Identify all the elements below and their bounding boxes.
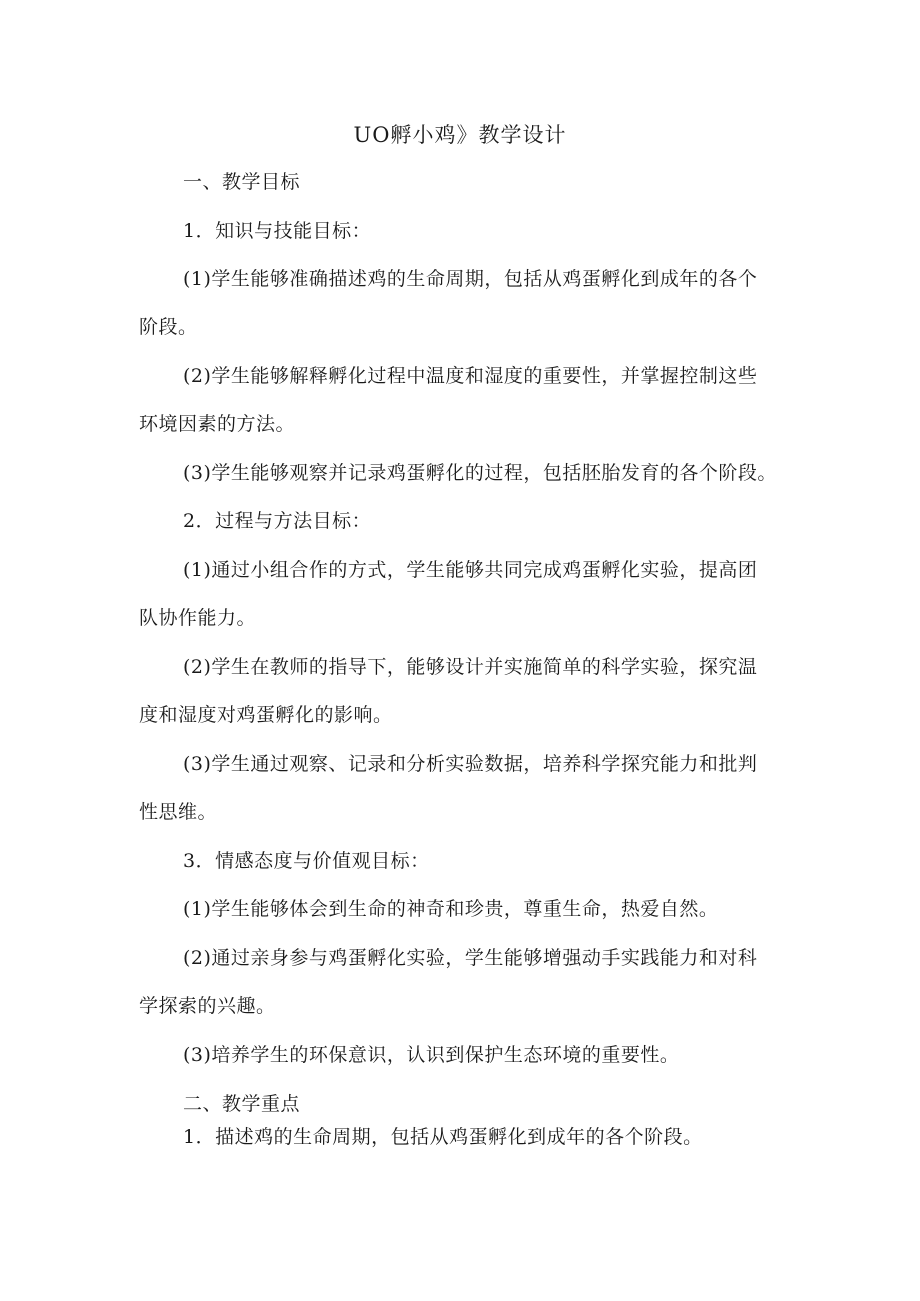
paragraph-line: (1)学生能够准确描述鸡的生命周期，包括从鸡蛋孵化到成年的各个 xyxy=(183,268,758,290)
paragraph-line: (1)通过小组合作的方式，学生能够共同完成鸡蛋孵化实验，提高团 xyxy=(183,559,758,581)
paragraph-line: (3)培养学生的环保意识，认识到保护生态环境的重要性。 xyxy=(183,1044,680,1066)
paragraph-line: 学探索的兴趣。 xyxy=(139,995,276,1017)
goal-heading-knowledge: 1．知识与技能目标： xyxy=(183,220,372,242)
paragraph-line: (1)学生能够体会到生命的神奇和珍贵，尊重生命，热爱自然。 xyxy=(183,898,719,920)
document-title: UO孵小鸡》教学设计 xyxy=(353,123,567,147)
paragraph-line: 1．描述鸡的生命周期，包括从鸡蛋孵化到成年的各个阶段。 xyxy=(183,1126,703,1148)
paragraph-line: (2)学生能够解释孵化过程中温度和湿度的重要性，并掌握控制这些 xyxy=(183,365,758,387)
paragraph-line: 环境因素的方法。 xyxy=(139,413,296,435)
paragraph-line: (2)通过亲身参与鸡蛋孵化实验，学生能够增强动手实践能力和对科 xyxy=(183,947,758,969)
paragraph-line: (2)学生在教师的指导下，能够设计并实施简单的科学实验，探究温 xyxy=(183,656,758,678)
paragraph-line: 性思维。 xyxy=(139,801,218,823)
paragraph-line: 队协作能力。 xyxy=(139,607,257,629)
goal-heading-process: 2．过程与方法目标： xyxy=(183,510,372,532)
goal-heading-values: 3．情感态度与价值观目标： xyxy=(183,850,430,872)
section-heading-objectives: 一、教学目标 xyxy=(183,171,301,193)
paragraph-line: 度和湿度对鸡蛋孵化的影响。 xyxy=(139,704,393,726)
paragraph-line: (3)学生通过观察、记录和分析实验数据，培养科学探究能力和批判 xyxy=(183,753,758,775)
paragraph-line: (3)学生能够观察并记录鸡蛋孵化的过程，包括胚胎发育的各个阶段。 xyxy=(183,462,777,484)
paragraph-line: 阶段。 xyxy=(139,316,198,338)
section-heading-key-points: 二、教学重点 xyxy=(183,1093,301,1115)
